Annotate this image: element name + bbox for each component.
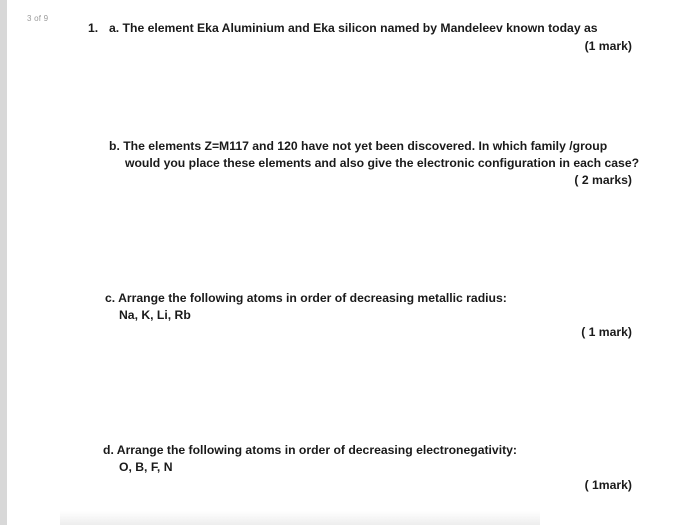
- page-bottom-shadow: [60, 511, 540, 525]
- question-number: 1.: [88, 21, 99, 35]
- page-indicator: 3 of 9: [27, 14, 49, 23]
- question-d-atoms: O, B, F, N: [119, 460, 173, 474]
- question-d-text: d. Arrange the following atoms in order of decreasing electronegativity:: [103, 443, 517, 457]
- question-a-marks: (1 mark): [584, 39, 632, 53]
- question-b-text-line1: b. The elements Z=M117 and 120 have not yet been discovered. In which family /group: [109, 139, 608, 153]
- question-c-atoms: Na, K, Li, Rb: [119, 308, 191, 322]
- question-b-marks: ( 2 marks): [574, 173, 632, 187]
- question-c-marks: ( 1 mark): [581, 325, 632, 339]
- question-d-marks: ( 1mark): [584, 478, 632, 492]
- question-b-text-line2: would you place these elements and also give the electronic configuration in each case?: [125, 156, 640, 170]
- viewer-edge: [0, 0, 7, 525]
- question-c-text: c. Arrange the following atoms in order of decreasing metallic radius:: [105, 291, 507, 305]
- question-a-text: a. The element Eka Aluminium and Eka silicon named by Mandeleev known today as: [109, 21, 598, 35]
